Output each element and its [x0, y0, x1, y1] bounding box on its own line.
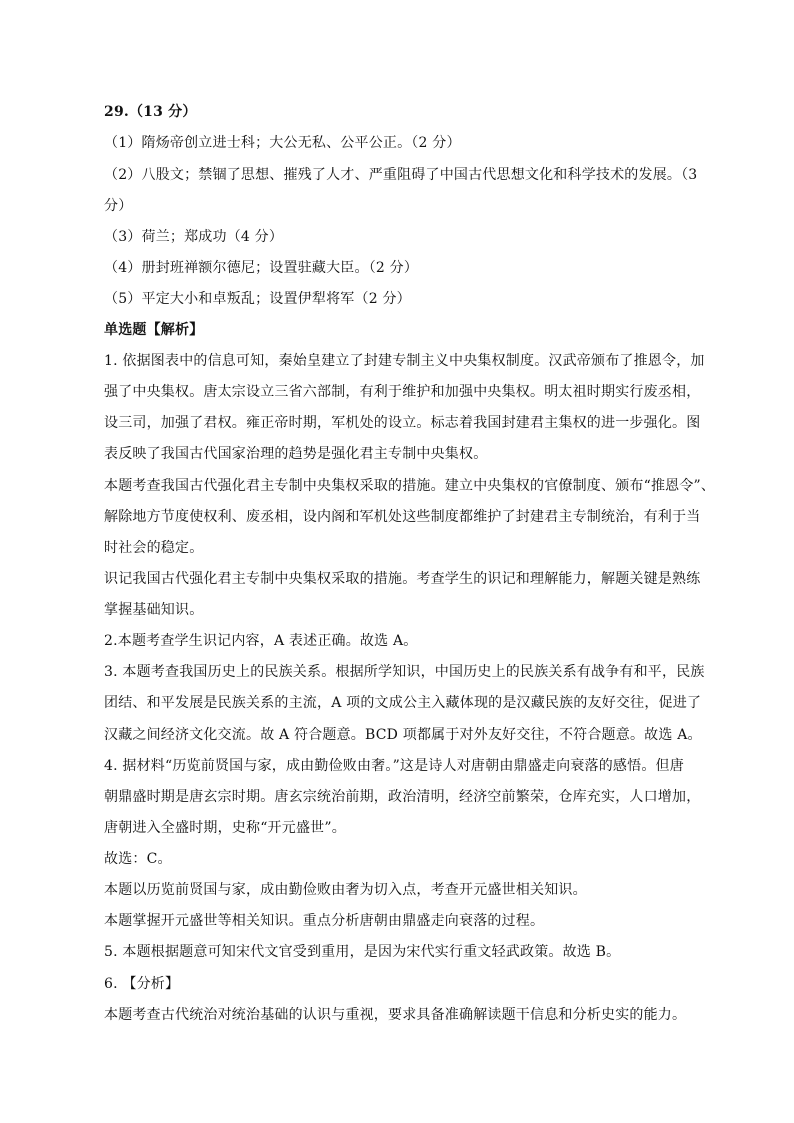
explanation-line: 本题掌握开元盛世等相关知识。重点分析唐朝由鼎盛走向衰落的过程。 — [104, 913, 545, 929]
explanation-line: 5. 本题根据题意可知宋代文官受到重用，是因为宋代实行重文轻武政策。故选 B。 — [104, 944, 621, 960]
explanation-line: 1. 依据图表中的信息可知，秦始皇建立了封建专制主义中央集权制度。汉武帝颁布了推恩令，加 — [104, 353, 705, 369]
explanation-line: 汉藏之间经济文化交流。故 A 符合题意。BCD 项都属于对外友好交往，不符合题意。故选 A。 — [104, 727, 702, 743]
explanation-line: 朝鼎盛时期是唐玄宗时期。唐玄宗统治前期，政治清明，经济空前繁荣，仓库充实，人口增加， — [104, 789, 701, 805]
explanation-line: 解除地方节度使权利、废丞相，设内阁和军机处这些制度都维护了封建君主专制统治，有利于当 — [104, 509, 701, 525]
explanation-line: 3. 本题考查我国历史上的民族关系。根据所学知识，中国历史上的民族关系有战争有和平，民族 — [104, 664, 705, 680]
answer-line-2-cont: 分） — [104, 198, 133, 214]
explanation-line: 掌握基础知识。 — [104, 602, 204, 618]
answer-line-2: （2）八股文；禁锢了思想、摧残了人才、严重阻碍了中国古代思想文化和科学技术的发展。（3 — [104, 167, 698, 183]
answer-line-3: （3）荷兰；郑成功（4 分） — [104, 229, 284, 245]
explanation-line: 团结、和平发展是民族关系的主流，A 项的文成公主入藏体现的是汉藏民族的友好交往，促进了 — [104, 695, 702, 711]
answer-line-1: （1）隋炀帝创立进士科；大公无私、公平公正。（2 分） — [104, 135, 461, 151]
answer-line-4: （4）册封班禅额尔德尼；设置驻藏大臣。（2 分） — [104, 260, 419, 276]
explanation-line: 故选：C。 — [104, 851, 172, 867]
explanation-line: 设三司，加强了君权。雍正帝时期，军机处的设立。标志着我国封建君主集权的进一步强化。图 — [104, 415, 701, 431]
explanation-line: 本题考查我国古代强化君主专制中央集权采取的措施。建立中央集权的官僚制度、颁布“推恩令”、 — [104, 478, 716, 494]
explanation-line: 唐朝进入全盛时期，史称“开元盛世”。 — [104, 820, 346, 836]
question-title: 29.（13 分） — [104, 104, 197, 120]
section-heading: 单选题【解析】 — [104, 322, 204, 338]
explanation-line: 2.本题考查学生识记内容，A 表述正确。故选 A。 — [104, 633, 418, 649]
explanation-line: 表反映了我国古代国家治理的趋势是强化君主专制中央集权。 — [104, 446, 488, 462]
explanation-line: 6. 【分析】 — [104, 976, 180, 992]
explanation-line: 4. 据材料“历览前贤国与家，成由勤俭败由奢。”这是诗人对唐朝由鼎盛走向衰落的感悟。但唐 — [104, 758, 684, 774]
answer-line-5: （5）平定大小和卓叛乱；设置伊犁将军（2 分） — [104, 291, 411, 307]
explanation-line: 本题以历览前贤国与家，成由勤俭败由奢为切入点，考查开元盛世相关知识。 — [104, 882, 587, 898]
explanation-line: 本题考查古代统治对统治基础的认识与重视，要求具备准确解读题干信息和分析史实的能力。 — [104, 1007, 687, 1023]
explanation-line: 强了中央集权。唐太宗设立三省六部制，有利于维护和加强中央集权。明太祖时期实行废丞相， — [104, 384, 701, 400]
explanation-line: 时社会的稳定。 — [104, 540, 204, 556]
explanation-line: 识记我国古代强化君主专制中央集权采取的措施。考查学生的识记和理解能力，解题关键是熟练 — [104, 571, 701, 587]
